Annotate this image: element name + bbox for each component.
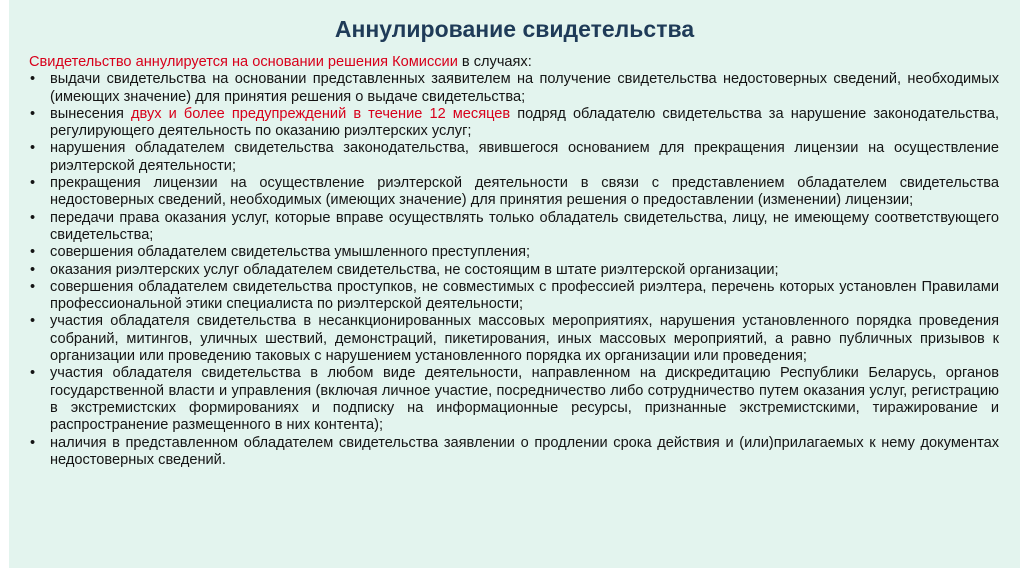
list-item: • прекращения лицензии на осуществление риэлтерской деятельности в связи с представлением обладателем свидетельства недостоверных сведений, необходимых (имеющих значение) для принятия решения о предоставлении (изменении) лицензии; bbox=[29, 175, 999, 210]
list-item: • наличия в представленном обладателем свидетельства заявлении о продлении срока действия и (или)прилагаемых к нему документах недостоверных сведений. bbox=[29, 435, 999, 470]
list-item: • передачи права оказания услуг, которые вправе осуществлять только обладатель свидетельства, лицу, не имеющему соответствующего свидетельства; bbox=[29, 210, 999, 245]
slide-content bbox=[29, 54, 999, 469]
item-suffix: подряд обладателю свидетельства за нарушение законодательства, регулирующего деятельность по оказанию риэлтерских услуг; bbox=[50, 105, 999, 140]
list-item bbox=[29, 106, 999, 141]
list-item: • выдачи свидетельства на основании представленных заявителем на получение свидетельства недостоверных сведений, необходимых (имеющих значение) для принятия решения о выдаче свидетельства; bbox=[29, 71, 999, 106]
slide bbox=[9, 0, 1020, 568]
list-item: • совершения обладателем свидетельства умышленного преступления; bbox=[29, 244, 999, 261]
item-prefix: вынесения bbox=[50, 105, 132, 122]
list-item: • оказания риэлтерских услуг обладателем свидетельства, не состоящим в штате риэлтерской организации; bbox=[29, 262, 999, 279]
list-item: • участия обладателя свидетельства в любом виде деятельности, направленном на дискредитацию Республики Беларусь, органов государственной власти и управления (включая личное участие, посредничество либо сотрудничество путем оказания услуг, регистрацию в экстремистских формированиях и подписку на информационные ресурсы, признанные экстремистскими, тиражирование и распространение размещенного в них контента); bbox=[29, 365, 999, 434]
intro-highlight: Свидетельство аннулируется на основании решения Комиссии bbox=[29, 54, 458, 70]
list-item: • совершения обладателем свидетельства проступков, не совместимых с профессией риэлтера, перечень которых установлен Правилами профессиональной этики специалиста по риэлтерской деятельности; bbox=[29, 279, 999, 314]
list-item: • нарушения обладателем свидетельства законодательства, явившегося основанием для прекращения лицензии на осуществление риэлтерской деятельности; bbox=[29, 140, 999, 175]
item-highlight: двух и более предупреждений в течение 12 месяцев bbox=[131, 105, 511, 122]
intro-rest: в случаях: bbox=[457, 54, 532, 70]
slide-title: Аннулирование свидетельства bbox=[334, 16, 695, 42]
cases-list bbox=[29, 71, 999, 469]
intro-paragraph bbox=[29, 54, 999, 71]
list-item: • участия обладателя свидетельства в несанкционированных массовых мероприятиях, нарушения установленного порядка проведения собраний, митингов, уличных шествий, демонстраций, пикетирования, иных массовых мероприятий, а равно публичных призывов к организации или проведению таковых с нарушением установленного порядка их организации или проведения; bbox=[29, 313, 999, 365]
